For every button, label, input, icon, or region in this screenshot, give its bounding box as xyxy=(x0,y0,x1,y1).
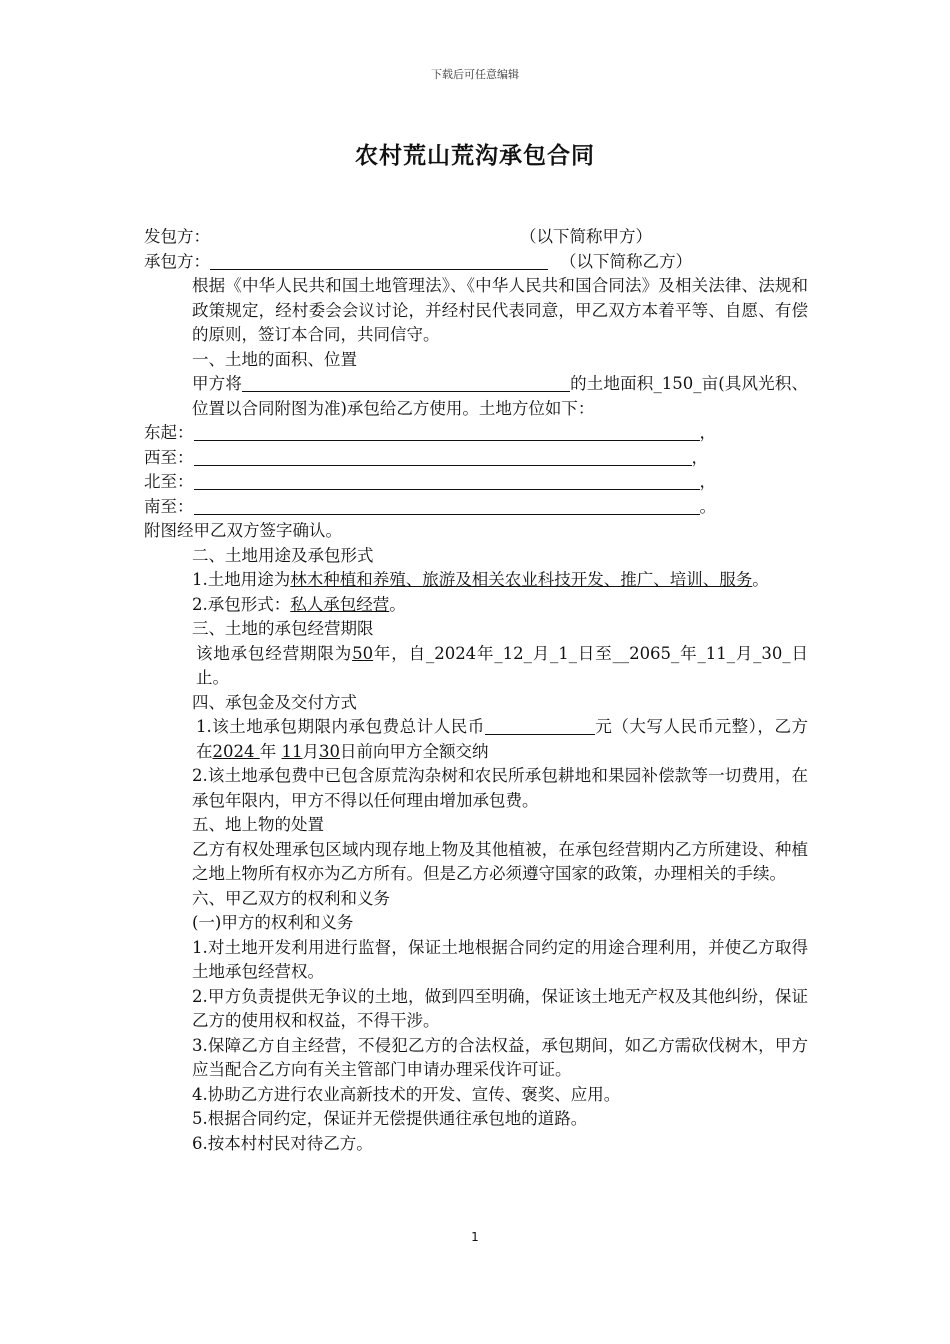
pay-day: 30 xyxy=(319,741,340,761)
section-5-text: 乙方有权处理承包区域内现存地上物及其他植被，在承包经营期内乙方所建设、种植之地上物所有权亦为乙方所有。但是乙方必须遵守国家的政策，办理相关的手续。 xyxy=(192,839,808,883)
boundary-west: 西至： ， xyxy=(144,447,708,467)
section-6-heading: 六、甲乙双方的权利和义务 xyxy=(192,888,390,908)
party-a-suffix: （以下简称甲方） xyxy=(520,227,652,246)
section-4-item-2: 2.该土地承包费中已包含原荒沟杂树和农民所承包耕地和果园补偿款等一切费用，在承包年限内，甲方不得以任何理由增加承包费。 xyxy=(192,766,808,810)
section-6-item: 5.根据合同约定，保证并无偿提供通往承包地的道路。 xyxy=(192,1109,588,1128)
land-name-blank xyxy=(242,374,570,392)
pay-month: 11 xyxy=(281,741,303,761)
section-5-heading: 五、地上物的处置 xyxy=(192,815,324,834)
section-3-heading: 三、土地的承包经营期限 xyxy=(192,619,374,638)
party-b-label: 承包方： xyxy=(144,251,210,271)
south-blank xyxy=(194,497,700,515)
west-blank xyxy=(194,448,692,466)
annex-note: 附图经甲乙双方签字确认。 xyxy=(144,521,342,540)
party-b-blank xyxy=(210,252,548,270)
boundary-south: 南至： 。 xyxy=(144,496,716,516)
section-1-text: 甲方将 的土地面积_150_亩(具风光积、位置以合同附图为准)承包给乙方使用。土地方位如下： xyxy=(192,374,808,418)
section-6-item: 6.按本村村民对待乙方。 xyxy=(192,1133,373,1153)
north-blank xyxy=(194,472,700,490)
party-b-suffix: （以下简称乙方） xyxy=(560,251,692,271)
section-4-item-1: 1.该土地承包期限内承包费总计人民币 元（大写人民币元整），乙方在2024 年 11月30日前向甲方全额交纳 xyxy=(196,717,808,761)
boundary-north: 北至： ， xyxy=(144,472,716,491)
fee-amount-blank xyxy=(485,717,595,735)
section-2-item-2: 2.承包形式：私人承包经营。 xyxy=(192,594,406,614)
section-6-item: 4.协助乙方进行农业高新技术的开发、宣传、褒奖、应用。 xyxy=(192,1084,621,1104)
preamble: 根据《中华人民共和国土地管理法》、《中华人民共和国合同法》及相关法律、法规和政策规定，经村委会会议讨论，并经村民代表同意，甲乙双方本着平等、自愿、有偿的原则，签订本合同，共同信守。 xyxy=(192,276,808,344)
party-a-line xyxy=(144,225,808,250)
section-1-heading: 一、土地的面积、位置 xyxy=(192,349,357,369)
section-2-heading: 二、土地用途及承包形式 xyxy=(192,545,374,565)
contract-form: 私人承包经营 xyxy=(290,594,390,614)
header-note: 下载后可任意编辑 xyxy=(431,68,519,81)
section-6-sub-1: (一)甲方的权利和义务 xyxy=(192,913,354,932)
page-number: 1 xyxy=(471,1230,479,1244)
term-years: 50 xyxy=(352,643,374,663)
east-blank xyxy=(194,423,700,441)
party-b-line xyxy=(144,250,808,275)
section-2-item-1: 1.土地用途为林木种植和养殖、旅游及相关农业科技开发、推广、培训、服务。 xyxy=(192,570,769,589)
section-4-heading: 四、承包金及交付方式 xyxy=(192,692,357,712)
pay-year: 2024 xyxy=(212,741,255,761)
land-use: 林木种植和养殖、旅游及相关农业科技开发、推广、培训、服务 xyxy=(290,570,753,589)
section-6-item: 2.甲方负责提供无争议的土地，做到四至明确，保证该土地无产权及其他纠纷，保证乙方的使用权和权益，不得干涉。 xyxy=(192,986,808,1030)
section-3-text: 该地承包经营期限为50年，自_2024年_12_月_1_日至__2065_年_11_月_30_日止。 xyxy=(196,643,809,687)
contract-body xyxy=(144,225,808,1156)
document-title: 农村荒山荒沟承包合同 xyxy=(355,143,595,169)
party-a-label: 发包方： xyxy=(144,227,210,246)
section-6-item: 1.对土地开发利用进行监督，保证土地根据合同约定的用途合理利用，并使乙方取得土地承包经营权。 xyxy=(192,937,808,981)
boundary-east: 东起： ， xyxy=(144,423,716,442)
section-6-item: 3.保障乙方自主经营，不侵犯乙方的合法权益，承包期间，如乙方需砍伐树木，甲方应当配合乙方向有关主管部门申请办理采伐许可证。 xyxy=(192,1035,808,1079)
